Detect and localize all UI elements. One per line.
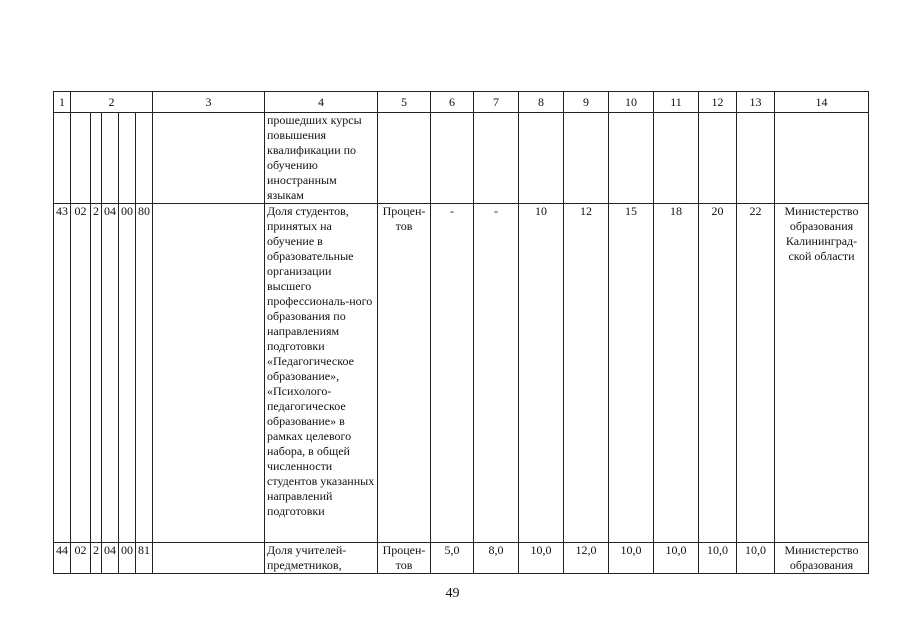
column-number-1: 1 [54,92,71,113]
value-cell [737,113,775,204]
page-number: 49 [445,586,460,601]
code-cell: 02 [71,543,91,574]
column-number-7: 7 [474,92,519,113]
value-cell: 15 [609,204,654,543]
code-cell [136,113,153,204]
indicator-text: прошедших курсы повышения квалификации по обучению иностранным языкам [265,113,378,204]
value-cell [699,113,737,204]
value-cell [519,113,564,204]
column-3-cell [153,113,265,204]
column-number-14: 14 [775,92,869,113]
value-cell: 12 [564,204,609,543]
code-cell: 04 [102,204,119,543]
code-cell: 02 [71,204,91,543]
code-cell: 00 [119,543,136,574]
column-number-9: 9 [564,92,609,113]
value-cell: 10,0 [737,543,775,574]
column-number-11: 11 [654,92,699,113]
column-number-3: 3 [153,92,265,113]
value-cell: - [474,204,519,543]
column-number-13: 13 [737,92,775,113]
code-cell [91,113,102,204]
column-number-8: 8 [519,92,564,113]
value-cell: 12,0 [564,543,609,574]
column-number-10: 10 [609,92,654,113]
column-3-cell [153,543,265,574]
value-cell: 18 [654,204,699,543]
column-number-row [54,92,869,113]
column-3-cell [153,204,265,543]
value-cell [474,113,519,204]
column-number-2: 2 [71,92,153,113]
unit-cell: Процен-тов [378,543,431,574]
code-cell [71,113,91,204]
value-cell: - [431,204,474,543]
table-row-44 [54,543,869,574]
value-cell: 10 [519,204,564,543]
code-cell: 2 [91,204,102,543]
unit-cell: Процен-тов [378,204,431,543]
table-row-43 [54,204,869,543]
code-cell [54,113,71,204]
value-cell: 10,0 [654,543,699,574]
program-indicators-table [53,91,869,574]
code-cell: 04 [102,543,119,574]
code-cell: 80 [136,204,153,543]
value-cell: 10,0 [699,543,737,574]
value-cell [609,113,654,204]
value-cell: 10,0 [519,543,564,574]
indicator-text: Доля студентов, принятых на обучение в образовательные организации высшего профессиональ-ного образования по направлениям подготовки «Педагогическое образование», «Психолого-педагогическое образование» в рамках целевого набора, в общей численности студентов указанных направлений подготовки [265,204,378,543]
column-number-4: 4 [265,92,378,113]
responsible-cell [775,113,869,204]
column-number-5: 5 [378,92,431,113]
code-cell: 81 [136,543,153,574]
value-cell [654,113,699,204]
responsible-cell: Министерство образования Калининград-ской области [775,204,869,543]
code-cell: 44 [54,543,71,574]
code-cell: 2 [91,543,102,574]
value-cell: 20 [699,204,737,543]
unit-cell [378,113,431,204]
code-cell: 43 [54,204,71,543]
value-cell [431,113,474,204]
responsible-cell: Министерство образования [775,543,869,574]
code-cell [102,113,119,204]
value-cell: 8,0 [474,543,519,574]
indicator-text: Доля учителей-предметников, [265,543,378,574]
value-cell: 5,0 [431,543,474,574]
column-number-12: 12 [699,92,737,113]
column-number-6: 6 [431,92,474,113]
value-cell: 22 [737,204,775,543]
code-cell [119,113,136,204]
code-cell: 00 [119,204,136,543]
value-cell [564,113,609,204]
table-row-continuation [54,113,869,204]
value-cell: 10,0 [609,543,654,574]
